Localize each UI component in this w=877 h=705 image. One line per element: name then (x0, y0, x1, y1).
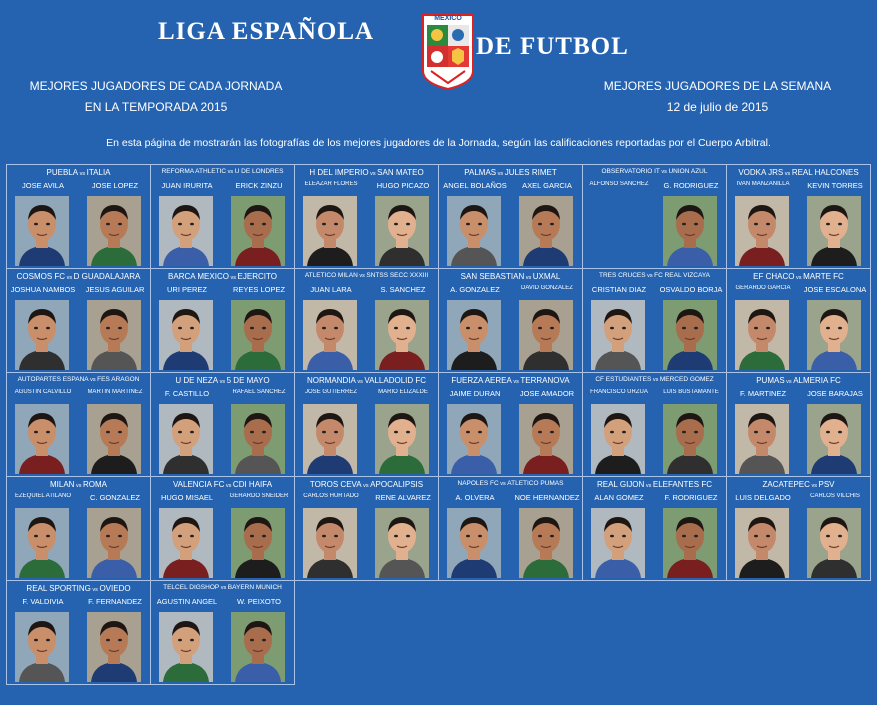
player-photo (447, 300, 501, 370)
player-photo (231, 612, 285, 682)
player-name: W. PEIXOTO (236, 597, 282, 606)
player-photo (15, 508, 69, 578)
vs-label: vs (496, 171, 505, 177)
player-name: ELEAZAR FLORES (304, 181, 358, 187)
player-photo (159, 196, 213, 266)
away-team: PSV (818, 480, 835, 489)
player-photo (87, 404, 141, 474)
player-photo (159, 300, 213, 370)
home-team: BARCA MEXICO (168, 272, 229, 281)
player-name: OSVALDO BORJA (659, 285, 723, 294)
match-title (7, 168, 150, 177)
vs-label: vs (78, 171, 87, 177)
away-team: TERRANOVA (520, 376, 570, 385)
vs-label: vs (783, 171, 792, 177)
match-title (727, 480, 870, 489)
player-name: JOSE GUTIERREZ (304, 389, 357, 395)
home-team: CF ESTUDIANTES (595, 376, 652, 383)
home-team: AUTOPARTES ESPAÑA (17, 376, 89, 383)
home-team: TRES CRUCES (598, 272, 646, 279)
match-card (582, 164, 727, 269)
player-name: F. FERNANDEZ (88, 597, 142, 606)
away-team: EJERCITO (237, 272, 277, 281)
player-photo (87, 612, 141, 682)
home-team: COSMOS FC (16, 272, 66, 281)
player-name: CARLOS VILCHIS (810, 493, 860, 499)
vs-label: vs (645, 273, 655, 279)
match-card (6, 476, 151, 581)
player-photo (519, 196, 573, 266)
player-name: NOE HERNANDEZ (514, 493, 580, 502)
player-name: HUGO MISAEL (160, 493, 214, 502)
vs-label: vs (511, 379, 521, 385)
match-title (295, 376, 438, 385)
away-team: MARTE FC (803, 272, 844, 281)
vs-label: vs (218, 379, 227, 385)
match-title (583, 376, 726, 383)
away-team: ATLETICO PUMAS (507, 480, 564, 487)
player-name: JESUS AGUILAR (85, 285, 145, 294)
home-team: REAL SPORTING (26, 584, 91, 593)
match-title (439, 168, 582, 177)
match-card (6, 372, 151, 477)
subtitle-right (585, 77, 850, 117)
player-name: F. VALDIVIA (22, 597, 64, 606)
vs-label: vs (794, 275, 804, 281)
away-team: U DE LONDRES (234, 168, 284, 175)
home-team: EF CHACO (753, 272, 795, 281)
vs-label: vs (361, 483, 371, 489)
player-photo (447, 404, 501, 474)
home-team: NAPOLES FC (457, 480, 499, 487)
match-title (151, 168, 294, 175)
match-card (726, 372, 871, 477)
player-photo (519, 300, 573, 370)
match-card (726, 268, 871, 373)
player-name: JOSE AMADOR (519, 389, 575, 398)
match-card (150, 372, 295, 477)
player-photo (447, 508, 501, 578)
player-photo (15, 404, 69, 474)
subtitle-left-line2: EN LA TEMPORADA 2015 (84, 100, 228, 114)
home-team: ATLETICO MILAN (304, 272, 358, 279)
match-title (7, 584, 150, 593)
match-title (295, 168, 438, 177)
match-title (439, 376, 582, 385)
player-photo (807, 196, 861, 266)
home-team: FUERZA AEREA (451, 376, 512, 385)
home-team: OBSERVATORIO IT (601, 168, 660, 175)
player-name: ANGEL BOLAÑOS (443, 181, 507, 190)
match-title (583, 272, 726, 279)
home-team: U DE NEZA (175, 376, 219, 385)
player-photo (375, 404, 429, 474)
vs-label: vs (659, 169, 669, 175)
match-title (7, 376, 150, 383)
match-card (438, 164, 583, 269)
match-title (295, 480, 438, 489)
player-name: F. MARTINEZ (739, 389, 787, 398)
player-photo (447, 196, 501, 266)
match-title (7, 272, 150, 281)
vs-label: vs (368, 171, 378, 177)
player-name: AXEL GARCIA (522, 181, 572, 190)
player-photo (591, 404, 645, 474)
match-title (439, 480, 582, 487)
away-team: MERCED GOMEZ (659, 376, 714, 383)
match-title (295, 272, 438, 279)
player-photo (591, 300, 645, 370)
player-name: IVAN MANZANILLA (736, 181, 790, 187)
player-photo (663, 300, 717, 370)
vs-label: vs (784, 379, 794, 385)
vs-label: vs (219, 585, 228, 591)
player-photo (303, 300, 357, 370)
player-photo (87, 300, 141, 370)
players-grid (6, 164, 871, 690)
player-name: S. SANCHEZ (380, 285, 426, 294)
match-card (6, 580, 151, 685)
match-card (582, 372, 727, 477)
player-name: ERICK ZINZU (235, 181, 283, 190)
player-photo (231, 196, 285, 266)
subtitle-left-line1: MEJORES JUGADORES DE CADA JORNADA (29, 79, 283, 93)
match-title (7, 480, 150, 489)
match-card (150, 580, 295, 685)
home-team: REAL GIJON (597, 480, 645, 489)
player-name: REYES LOPEZ (232, 285, 286, 294)
player-name: CARLOS HURTADO (303, 493, 359, 499)
home-team: PALMAS (464, 168, 497, 177)
player-photo (735, 300, 789, 370)
player-photo (159, 508, 213, 578)
away-team: ROMA (83, 480, 107, 489)
away-team: ITALIA (86, 168, 111, 177)
vs-label: vs (74, 483, 83, 489)
player-photo (231, 404, 285, 474)
shield-label: MEXICO (434, 15, 462, 22)
player-photo (303, 196, 357, 266)
player-name: AGUSTIN ANGEL (156, 597, 218, 606)
player-photo (303, 404, 357, 474)
player-photo (375, 300, 429, 370)
player-name: GERARDO GARCIA (735, 285, 791, 291)
player-name: ALFONSO SANCHEZ (589, 181, 649, 187)
player-name: JOSE ESCALONA (803, 285, 867, 294)
match-card (582, 476, 727, 581)
match-card (6, 164, 151, 269)
player-name: MARTIN MARTINEZ (87, 389, 143, 395)
home-team: SAN SEBASTIAN (460, 272, 525, 281)
home-team: NORMANDIA (306, 376, 356, 385)
match-card (150, 164, 295, 269)
away-team: UNION AZUL (668, 168, 708, 175)
match-title (151, 272, 294, 281)
player-photo (87, 196, 141, 266)
away-team: 5 DE MAYO (226, 376, 270, 385)
match-card (294, 372, 439, 477)
player-name: GERARDO SNEIDER (229, 493, 289, 499)
player-photo (519, 404, 573, 474)
page-title-right: DE FUTBOL (476, 33, 629, 60)
vs-label: vs (65, 275, 74, 281)
player-name: C. GONZALEZ (89, 493, 140, 502)
player-photo (807, 404, 861, 474)
match-card (294, 164, 439, 269)
home-team: PUMAS (756, 376, 785, 385)
away-team: UXMAL (532, 272, 561, 281)
vs-label: vs (498, 481, 508, 487)
player-name: HUGO PICAZO (376, 181, 430, 190)
player-name: JOSE LOPEZ (91, 181, 139, 190)
player-name: ALAN GOMEZ (594, 493, 644, 502)
match-title (727, 168, 870, 177)
vs-label: vs (651, 377, 660, 383)
intro-text: En esta página de mostrarán las fotografías de los mejores jugadores de la Jornada, según las calificaciones reportadas por el Cuerpo Arbitral. (106, 137, 771, 149)
player-name: F. RODRIGUEZ (664, 493, 718, 502)
player-photo (15, 300, 69, 370)
player-name: AGUSTIN CALVILLO (14, 389, 72, 395)
player-name: G. RODRIGUEZ (663, 181, 719, 190)
match-card (726, 476, 871, 581)
player-photo (735, 508, 789, 578)
home-team: TOROS CEVA (309, 480, 362, 489)
home-team: PUEBLA (46, 168, 79, 177)
away-team: ELEFANTES FC (652, 480, 712, 489)
match-card (438, 268, 583, 373)
home-team: ZACATEPEC (762, 480, 810, 489)
page-title-left: LIGA ESPAÑOLA (158, 18, 375, 45)
away-team: SAN MATEO (377, 168, 424, 177)
away-team: SNTSS SECC XXXIII (366, 272, 429, 279)
away-team: OVIEDO (99, 584, 131, 593)
player-name: JOSE BARAJAS (807, 389, 863, 398)
match-title (439, 272, 582, 281)
vs-label: vs (88, 377, 98, 383)
vs-label: vs (357, 273, 367, 279)
player-photo (15, 612, 69, 682)
player-name: JAIME DURAN (449, 389, 501, 398)
player-photo (159, 404, 213, 474)
match-card (438, 372, 583, 477)
player-photo (807, 300, 861, 370)
player-name: LUIS DELGADO (735, 493, 791, 502)
player-photo (15, 196, 69, 266)
match-card (726, 164, 871, 269)
player-name: JOSHUA NAMBOS (10, 285, 76, 294)
match-title (727, 272, 870, 281)
vs-label: vs (809, 483, 819, 489)
away-team: CDI HAIFA (232, 480, 273, 489)
match-title (583, 480, 726, 489)
player-name: KEVIN TORRES (807, 181, 863, 190)
player-photo (663, 196, 717, 266)
match-title (151, 376, 294, 385)
away-team: REAL HALCONES (791, 168, 859, 177)
player-name: F. CASTILLO (164, 389, 210, 398)
away-team: JULES RIMET (504, 168, 557, 177)
player-name: FRANCISCO URZUA (590, 389, 648, 395)
player-name: LUIS BUSTAMANTE (663, 389, 719, 395)
player-name: JUAN IRURITA (161, 181, 213, 190)
vs-label: vs (224, 483, 233, 489)
away-team: FES ARAGON (97, 376, 140, 383)
match-title (151, 584, 294, 591)
away-team: ALMERIA FC (793, 376, 841, 385)
home-team: MILAN (49, 480, 75, 489)
mexico-shield-logo (421, 13, 475, 91)
player-photo (663, 404, 717, 474)
away-team: FC REAL VIZCAYA (654, 272, 711, 279)
subtitle-right-line2: 12 de julio de 2015 (666, 100, 769, 114)
away-team: APOCALIPSIS (370, 480, 424, 489)
player-photo (231, 300, 285, 370)
player-name: CRISTIAN DIAZ (591, 285, 647, 294)
player-name: A. GONZALEZ (450, 285, 500, 294)
vs-label: vs (228, 275, 238, 281)
player-photo (519, 508, 573, 578)
match-card (438, 476, 583, 581)
player-name: JUAN LARA (310, 285, 352, 294)
match-card (294, 476, 439, 581)
vs-label: vs (524, 275, 533, 281)
match-title (727, 376, 870, 385)
player-name: RAFAEL SANCHEZ (232, 389, 286, 395)
player-name: EZEQUIEL ATILANO (14, 493, 71, 499)
player-photo (375, 196, 429, 266)
player-photo (159, 612, 213, 682)
match-card (294, 268, 439, 373)
home-team: REFORMA ATHLETIC (161, 168, 227, 175)
vs-label: vs (90, 587, 100, 593)
player-name: JOSE AVILA (22, 181, 64, 190)
player-photo (591, 508, 645, 578)
player-name: MARIO ELIZALDE (378, 389, 428, 395)
subtitle-left (20, 77, 292, 117)
player-photo (663, 508, 717, 578)
home-team: VALENCIA FC (172, 480, 225, 489)
player-photo (735, 404, 789, 474)
away-team: D GUADALAJARA (73, 272, 141, 281)
player-name: RENE ALVAREZ (375, 493, 431, 502)
player-name: DAVID GONZALEZ (521, 285, 573, 291)
player-photo (375, 508, 429, 578)
player-name: URI PEREZ (166, 285, 207, 294)
player-photo (735, 196, 789, 266)
player-name: A. OLVERA (455, 493, 495, 502)
match-card (6, 268, 151, 373)
match-card (150, 476, 295, 581)
match-title (583, 168, 726, 175)
away-team: VALLADOLID FC (364, 376, 427, 385)
player-photo (87, 508, 141, 578)
subtitle-right-line1: MEJORES JUGADORES DE LA SEMANA (603, 79, 832, 93)
vs-label: vs (226, 169, 235, 175)
away-team: BAYERN MUNICH (227, 584, 282, 591)
vs-label: vs (644, 483, 653, 489)
home-team: TELCEL DIGSHOP (163, 584, 220, 591)
match-title (151, 480, 294, 489)
match-card (150, 268, 295, 373)
vs-label: vs (355, 379, 365, 385)
player-photo (807, 508, 861, 578)
player-photo (303, 508, 357, 578)
home-team: H DEL IMPERIO (309, 168, 369, 177)
home-team: VODKA JRS (738, 168, 784, 177)
player-photo (231, 508, 285, 578)
match-card (582, 268, 727, 373)
